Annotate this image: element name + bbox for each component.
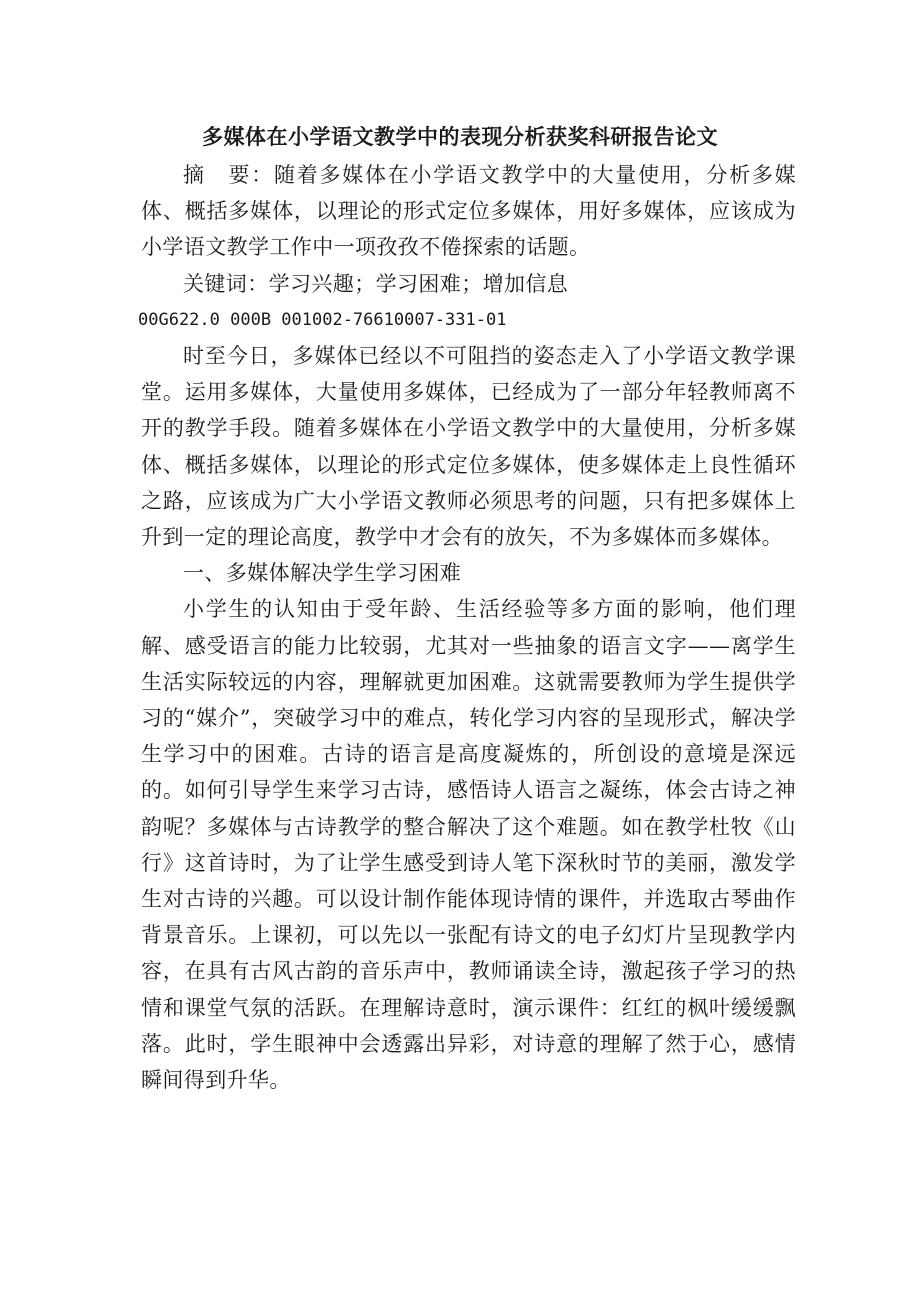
classification-code: 00G622.0 000B 001002-76610007-331-01 — [138, 309, 507, 330]
section-paragraph: 小学生的认知由于受年龄、生活经验等多方面的影响，他们理解、感受语言的能力比较弱，尤其对一些抽象的语言文字——离学生生活实际较远的内容，理解就更加困难。这就需要教师为学生提供学习的“媒介”，突破学习中的难点，转化学习内容的呈现形式，解决学生学习中的困难。古诗的语言是高度凝炼的，所创设的意境是深远的。如何引导学生来学习古诗，感悟诗人语言之凝练，体会古诗之神韵呢？多媒体与古诗教学的整合解决了这个难题。如在教学杜牧《山行》这首诗时，为了让学生感受到诗人笔下深秋时节的美丽，激发学生对古诗的兴趣。可以设计制作能体现诗情的课件，并选取古琴曲作背景音乐。上课初，可以先以一张配有诗文的电子幻灯片呈现教学内容，在具有古风古韵的音乐声中，教师诵读全诗，激起孩子学习的热情和课堂气氛的活跃。在理解诗意时，演示课件：红红的枫叶缓缓飘落。此时，学生眼神中会透露出异彩，对诗意的理解了然于心，感情瞬间得到升华。 — [141, 597, 796, 1093]
section-heading: 一、多媒体解决学生学习困难 — [183, 561, 462, 586]
document-title: 多媒体在小学语文教学中的表现分析获奖科研报告论文 — [202, 125, 718, 149]
intro-paragraph: 时至今日，多媒体已经以不可阻挡的姿态走入了小学语文教学课堂。运用多媒体，大量使用多媒体，已经成为了一部分年轻教师离不开的教学手段。随着多媒体在小学语文教学中的大量使用，分析多媒体、概括多媒体，以理论的形式定位多媒体，使多媒体走上良性循环之路，应该成为广大小学语文教师必须思考的问题，只有把多媒体上升到一定的理论高度，教学中才会有的放矢，不为多媒体而多媒体。 — [141, 344, 796, 550]
keywords-line: 关键词：学习兴趣；学习困难；增加信息 — [183, 271, 569, 296]
abstract-paragraph: 摘 要：随着多媒体在小学语文教学中的大量使用，分析多媒体、概括多媒体，以理论的形式定位多媒体，用好多媒体，应该成为小学语文教学工作中一项孜孜不倦探索的话题。 — [141, 163, 796, 260]
document-body — [138, 157, 796, 1098]
